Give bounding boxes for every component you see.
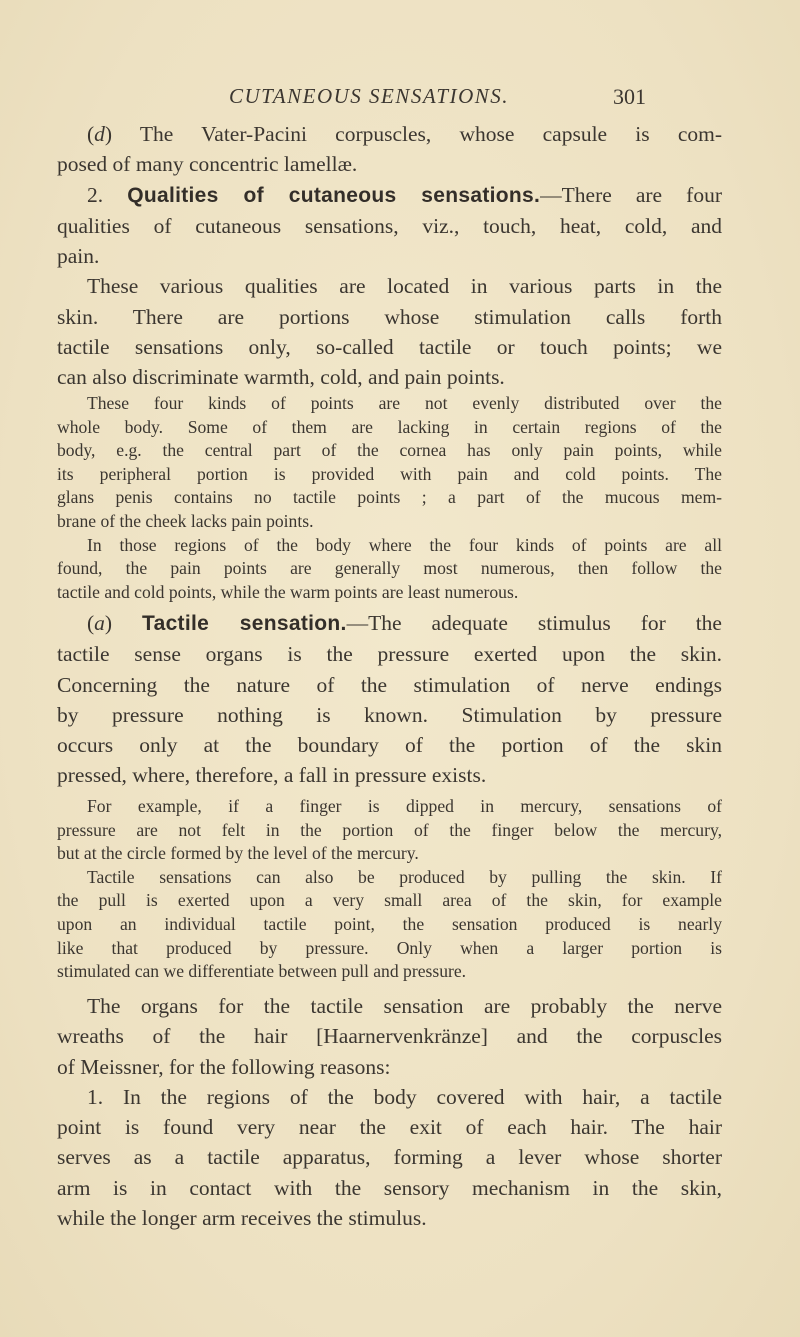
text-run: —There are four bbox=[540, 182, 722, 207]
text-line bbox=[57, 1021, 722, 1051]
text-line bbox=[57, 241, 722, 271]
text-run: pain. bbox=[57, 244, 100, 269]
text-line bbox=[57, 534, 722, 558]
text-line bbox=[57, 795, 722, 819]
text-line bbox=[57, 1052, 722, 1082]
text-line bbox=[57, 889, 722, 913]
text-line bbox=[57, 180, 722, 211]
text-run: its peripheral portion is provided with pain and cold points. The bbox=[57, 463, 722, 484]
text-line bbox=[57, 670, 722, 700]
paragraph-block-2 bbox=[57, 392, 722, 604]
running-head bbox=[229, 84, 689, 114]
text-line bbox=[57, 866, 722, 890]
text-line bbox=[57, 700, 722, 730]
paragraph-block-4 bbox=[57, 795, 722, 984]
text-run: tactile sense organs is the pressure exerted upon the skin. bbox=[57, 642, 722, 667]
text-line bbox=[57, 608, 722, 639]
text-run: the pull is exerted upon a very small area of the skin, for example bbox=[57, 890, 722, 911]
text-run: In those regions of the body where the four kinds of points are all bbox=[87, 534, 722, 555]
text-run: wreaths of the hair [Haarnervenkränze] and the corpuscles bbox=[57, 1024, 722, 1049]
text-line bbox=[57, 302, 722, 332]
text-run: These various qualities are located in various parts in the bbox=[87, 274, 722, 299]
text-line bbox=[57, 760, 722, 790]
text-run: body, e.g. the central part of the cornea has only pain points, while bbox=[57, 440, 722, 461]
text-line bbox=[57, 1142, 722, 1172]
text-run: Concerning the nature of the stimulation of nerve endings bbox=[57, 672, 722, 697]
italic-letter: a bbox=[94, 611, 105, 635]
text-run: glans penis contains no tactile points ; a part of the mucous mem- bbox=[57, 487, 722, 508]
text-line bbox=[57, 557, 722, 581]
text-line bbox=[57, 937, 722, 961]
section-heading: Tactile sensation. bbox=[142, 612, 347, 635]
text-line bbox=[57, 639, 722, 669]
text-line bbox=[57, 271, 722, 301]
text-line bbox=[57, 842, 722, 866]
text-run: 1. In the regions of the body covered with hair, a tactile bbox=[87, 1084, 722, 1109]
text-run: pressed, where, therefore, a fall in pressure exists. bbox=[57, 763, 487, 788]
text-line bbox=[57, 211, 722, 241]
text-line bbox=[57, 463, 722, 487]
page-number: 301 bbox=[613, 84, 646, 109]
text-line bbox=[57, 362, 722, 392]
text-run: of Meissner, for the following reasons: bbox=[57, 1054, 391, 1079]
text-run: but at the circle formed by the level of the mercury. bbox=[57, 843, 419, 864]
text-line bbox=[57, 1082, 722, 1112]
text-run: arm is in contact with the sensory mechanism in the skin, bbox=[57, 1175, 722, 1200]
text-run: serves as a tactile apparatus, forming a lever whose shorter bbox=[57, 1145, 722, 1170]
text-run: point is found very near the exit of each hair. The hair bbox=[57, 1115, 722, 1140]
section-heading: Qualities of cutaneous sensations. bbox=[127, 183, 541, 207]
text-line bbox=[57, 119, 722, 149]
text-line bbox=[57, 819, 722, 843]
text-run: 2. bbox=[87, 182, 128, 207]
text-run: tactile sensations only, so-called tactile or touch points; we bbox=[57, 335, 722, 360]
text-run: found, the pain points are generally most numerous, then follow the bbox=[57, 558, 722, 579]
text-run: occurs only at the boundary of the portion of the skin bbox=[57, 733, 722, 758]
text-line bbox=[57, 510, 722, 534]
text-line bbox=[57, 1173, 722, 1203]
text-run: ( bbox=[87, 122, 95, 146]
running-title: CUTANEOUS SENSATIONS. bbox=[229, 84, 510, 108]
text-run: stimulated can we differentiate between pull and pressure. bbox=[57, 961, 467, 982]
text-run: upon an individual tactile point, the sensation produced is nearly bbox=[57, 913, 722, 934]
text-run: can also discriminate warmth, cold, and pain points. bbox=[57, 365, 505, 390]
text-line bbox=[57, 730, 722, 760]
paragraph-block-3 bbox=[57, 608, 722, 791]
text-line bbox=[57, 439, 722, 463]
text-run: For example, if a finger is dipped in mercury, sensations of bbox=[87, 796, 722, 816]
text-run: qualities of cutaneous sensations, viz., touch, heat, cold, and bbox=[57, 213, 722, 238]
text-run: tactile and cold points, while the warm points are least numerous. bbox=[57, 581, 519, 602]
italic-letter: d bbox=[94, 122, 105, 146]
text-run: posed of many concentric lamellæ. bbox=[57, 152, 358, 177]
text-line bbox=[57, 1203, 722, 1233]
text-run: like that produced by pressure. Only when a larger portion is bbox=[57, 937, 722, 958]
paragraph-block-5 bbox=[57, 991, 722, 1233]
text-line bbox=[57, 392, 722, 416]
text-line bbox=[57, 960, 722, 984]
text-run: ( bbox=[87, 611, 95, 635]
paragraph-block-1 bbox=[57, 119, 722, 393]
text-run: whole body. Some of them are lacking in certain regions of the bbox=[57, 416, 722, 437]
text-line bbox=[57, 913, 722, 937]
text-run: —The adequate stimulus for the bbox=[346, 611, 722, 635]
text-run: ) The Vater-Pacini corpuscles, whose capsule is com- bbox=[104, 122, 722, 146]
text-run: Tactile sensations can also be produced by pulling the skin. If bbox=[87, 866, 722, 887]
text-run: brane of the cheek lacks pain points. bbox=[57, 510, 314, 531]
text-run: pressure are not felt in the portion of the finger below the mercury, bbox=[57, 819, 722, 840]
text-run: These four kinds of points are not evenly distributed over the bbox=[87, 393, 722, 413]
text-line bbox=[57, 991, 722, 1021]
text-run: ) bbox=[104, 611, 143, 635]
text-run: by pressure nothing is known. Stimulation by pressure bbox=[57, 702, 722, 727]
text-line bbox=[57, 416, 722, 440]
text-line bbox=[57, 1112, 722, 1142]
text-line bbox=[57, 332, 722, 362]
text-line bbox=[57, 486, 722, 510]
text-line bbox=[57, 149, 722, 179]
text-line bbox=[57, 581, 722, 605]
text-run: The organs for the tactile sensation are probably the nerve bbox=[87, 994, 722, 1018]
text-run: while the longer arm receives the stimulus. bbox=[57, 1206, 427, 1231]
text-run: skin. There are portions whose stimulation calls forth bbox=[57, 304, 722, 329]
